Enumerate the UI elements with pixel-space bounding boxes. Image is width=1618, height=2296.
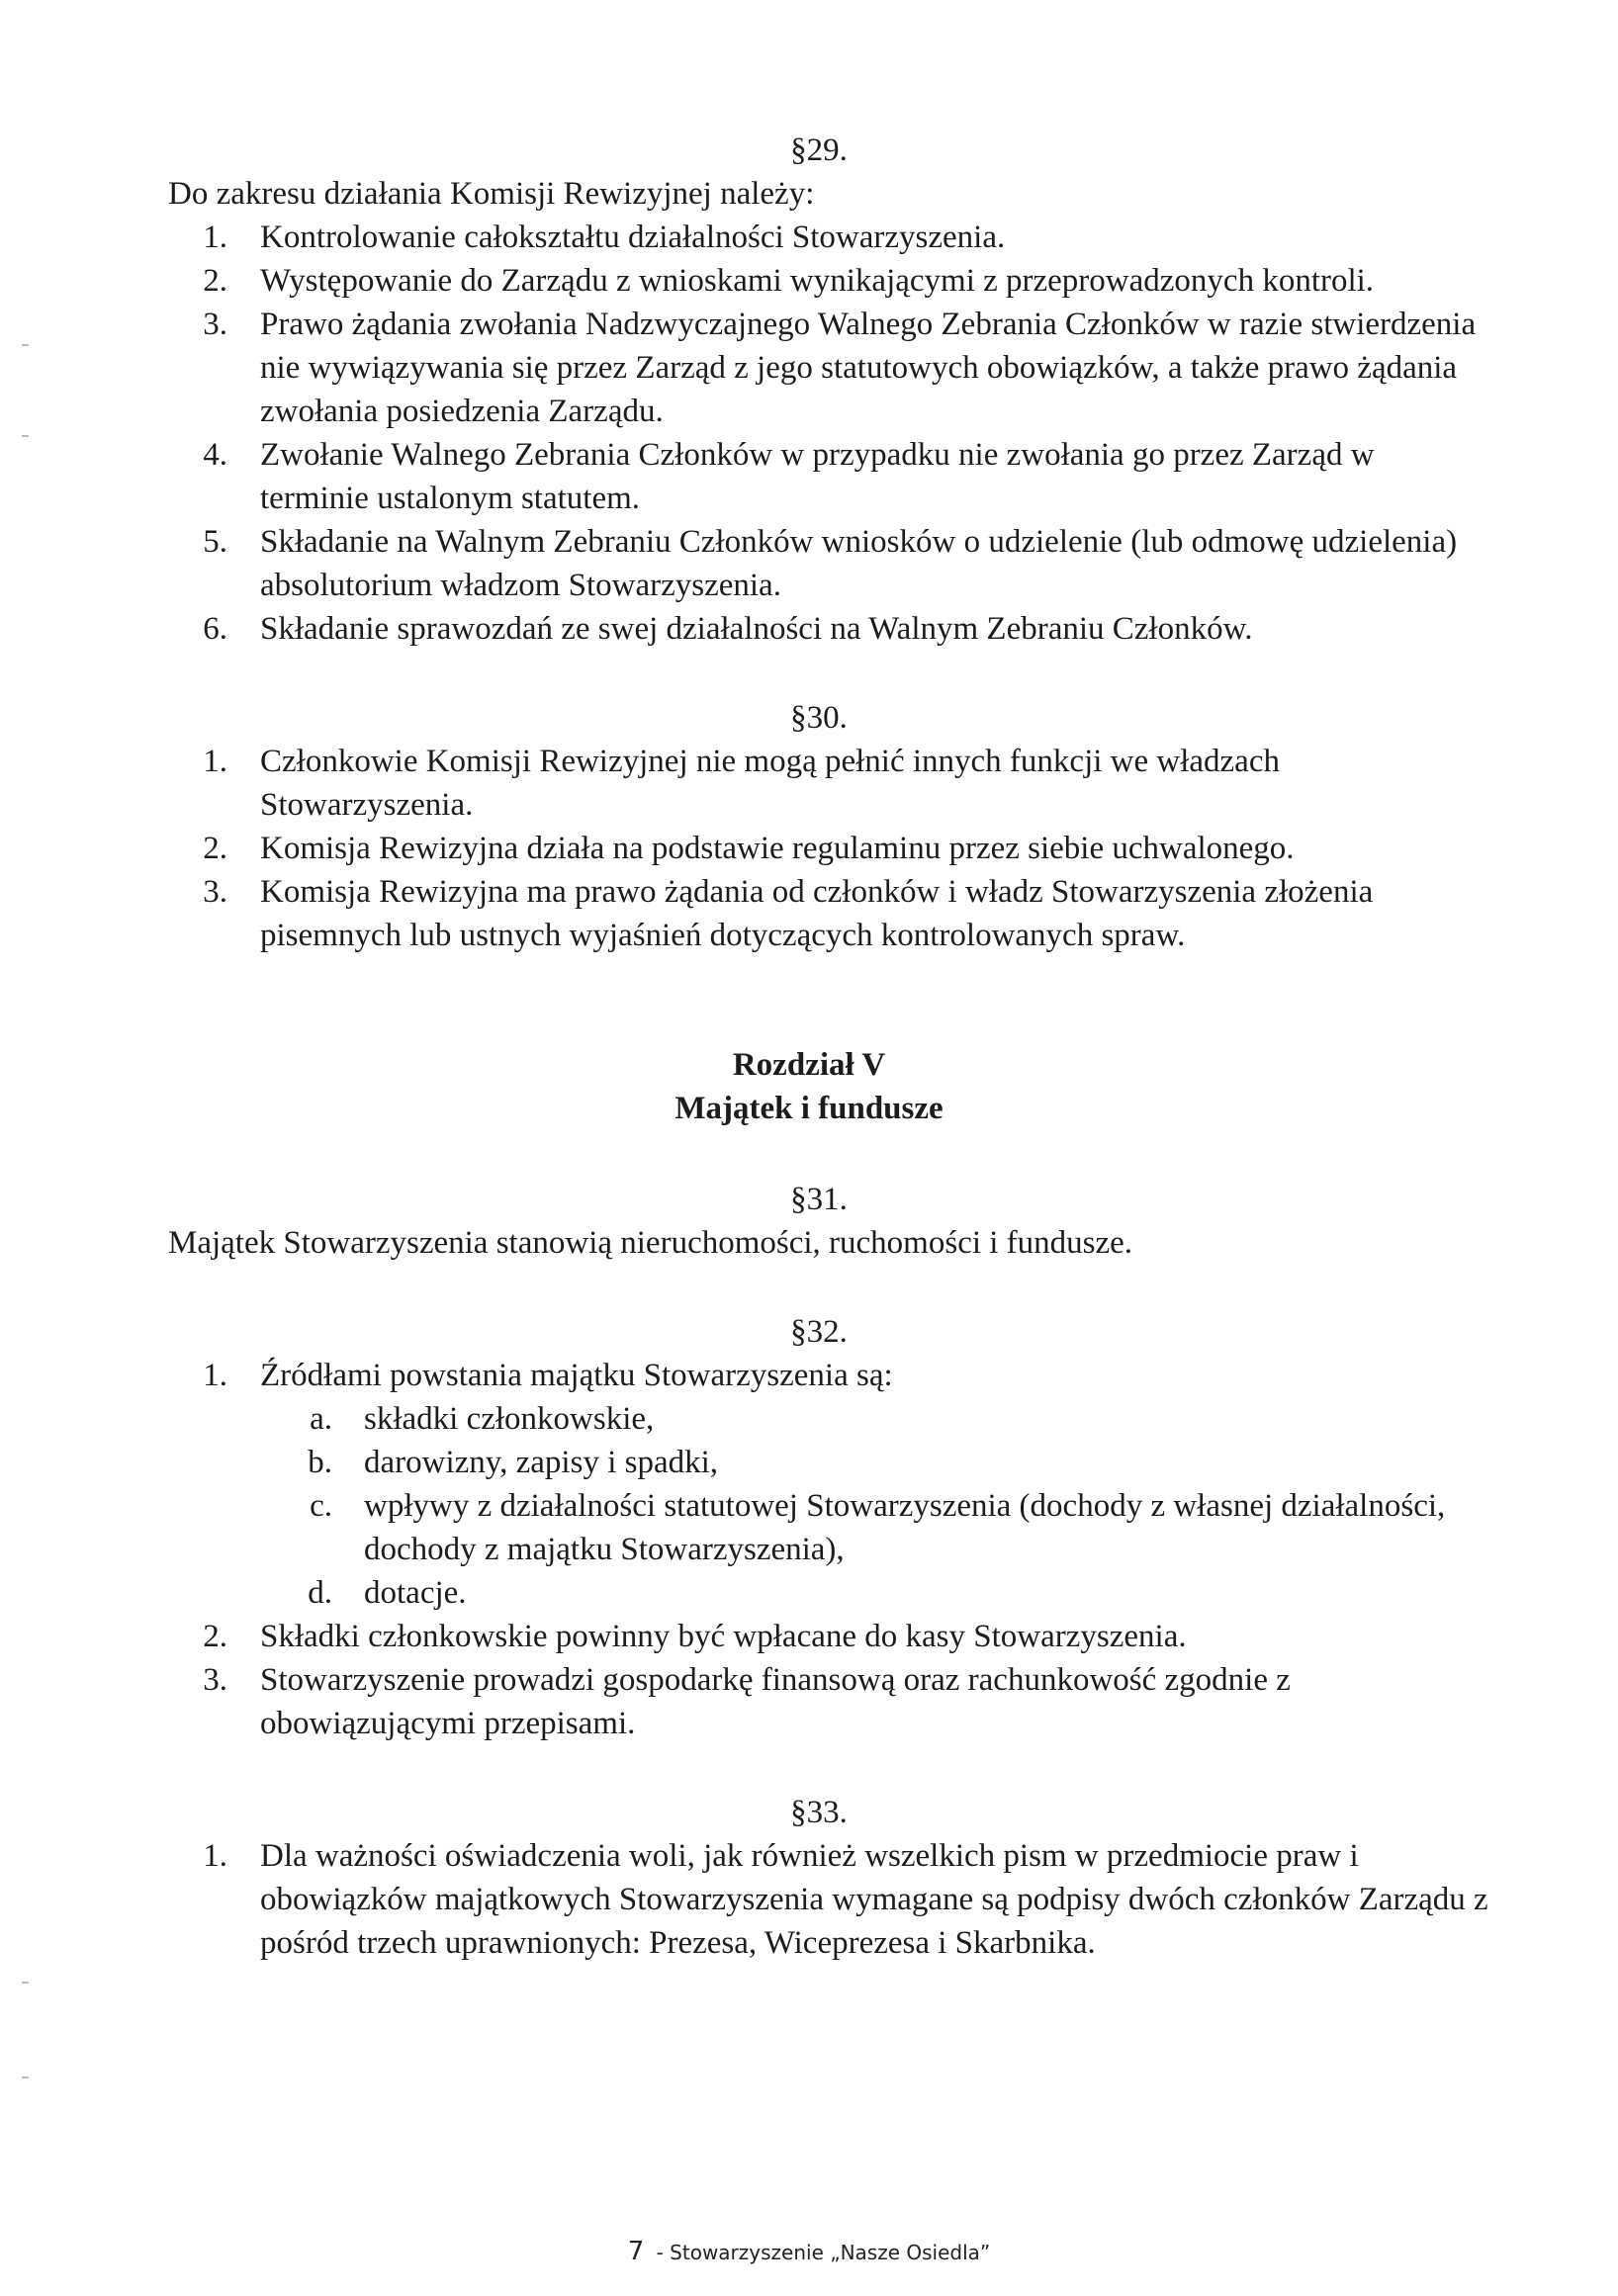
list-item-text: obowiązków majątkowych Stowarzyszenia wymagane są podpisy dwóch członków Zarządu z <box>260 1882 1488 1917</box>
list-item-text: Składanie na Walnym Zebraniu Członków wniosków o udzielenie (lub odmowę udzielenia) <box>260 524 1458 560</box>
list-number: 3. <box>203 1662 227 1698</box>
section-31-text: Majątek Stowarzyszenia stanowią nieruchomości, ruchomości i fundusze. <box>168 1225 1133 1261</box>
scan-speck <box>22 344 29 346</box>
sublist-item-text: wpływy z działalności statutowej Stowarzyszenia (dochody z własnej działalności, <box>364 1488 1446 1524</box>
list-item-text: Kontrolowanie całokształtu działalności Stowarzyszenia. <box>260 220 1006 255</box>
scan-speck <box>22 1982 29 1984</box>
list-item-text: Komisja Rewizyjna ma prawo żądania od członków i władz Stowarzyszenia złożenia <box>260 874 1374 910</box>
sublist-item-text: dochody z majątku Stowarzyszenia), <box>364 1532 845 1567</box>
list-number: 1. <box>203 220 227 255</box>
scan-speck <box>22 435 29 437</box>
list-item-text: Źródłami powstania majątku Stowarzyszenia są: <box>260 1358 893 1393</box>
list-item-text: Prawo żądania zwołania Nadzwyczajnego Walnego Zebrania Członków w razie stwierdzenia <box>260 307 1477 342</box>
list-number: 6. <box>203 611 227 647</box>
section-31-heading: §31. <box>790 1182 848 1217</box>
list-item-text: terminie ustalonym statutem. <box>260 481 641 516</box>
footer-organization: Stowarzyszenie „Nasze Osiedla” <box>670 2241 991 2264</box>
list-item-text: pośród trzech uprawnionych: Prezesa, Wiceprezesa i Skarbnika. <box>260 1925 1096 1961</box>
list-number: 1. <box>203 1838 227 1874</box>
list-number: 1. <box>203 1358 227 1393</box>
page-number: 7 <box>627 2237 645 2266</box>
list-item-text: zwołania posiedzenia Zarządu. <box>260 394 664 429</box>
list-item-text: Występowanie do Zarządu z wnioskami wynikającymi z przeprowadzonych kontroli. <box>260 263 1375 299</box>
section-32-heading: §32. <box>790 1314 848 1350</box>
sublist-item-text: dotacje. <box>364 1575 467 1611</box>
page-footer <box>0 2237 1618 2267</box>
sublist-letter: d. <box>308 1575 332 1611</box>
list-item-text: Składanie sprawozdań ze swej działalności na Walnym Zebraniu Członków. <box>260 611 1253 647</box>
sublist-letter: c. <box>310 1488 332 1524</box>
list-item-text: Członkowie Komisji Rewizyjnej nie mogą pełnić innych funkcji we władzach <box>260 744 1280 779</box>
list-number: 5. <box>203 524 227 560</box>
list-number: 4. <box>203 437 227 473</box>
list-number: 2. <box>203 263 227 299</box>
list-item-text: absolutorium władzom Stowarzyszenia. <box>260 568 781 603</box>
list-item-text: Składki członkowskie powinny być wpłacane do kasy Stowarzyszenia. <box>260 1619 1187 1654</box>
sublist-item-text: składki członkowskie, <box>364 1401 655 1437</box>
list-item-text: Dla ważności oświadczenia woli, jak również wszelkich pism w przedmiocie praw i <box>260 1838 1359 1874</box>
list-number: 3. <box>203 307 227 342</box>
list-number: 2. <box>203 1619 227 1654</box>
list-number: 2. <box>203 831 227 866</box>
section-30-heading: §30. <box>790 700 848 736</box>
sublist-item-text: darowizny, zapisy i spadki, <box>364 1445 719 1480</box>
sublist-letter: b. <box>308 1445 332 1480</box>
list-item-text: Stowarzyszenie prowadzi gospodarkę finansową oraz rachunkowość zgodnie z <box>260 1662 1291 1698</box>
list-number: 3. <box>203 874 227 910</box>
list-item-text: nie wywiązywania się przez Zarząd z jego statutowych obowiązków, a także prawo żądania <box>260 350 1458 386</box>
sublist-letter: a. <box>310 1401 332 1437</box>
section-29-heading: §29. <box>790 132 848 168</box>
scan-speck <box>22 2076 29 2078</box>
chapter-title: Majątek i fundusze <box>674 1091 944 1126</box>
section-33-heading: §33. <box>790 1795 848 1830</box>
list-item-text: Zwołanie Walnego Zebrania Członków w przypadku nie zwołania go przez Zarząd w <box>260 437 1375 473</box>
chapter-number: Rozdział V <box>732 1047 886 1083</box>
list-number: 1. <box>203 744 227 779</box>
section-29-intro: Do zakresu działania Komisji Rewizyjnej należy: <box>168 176 815 212</box>
list-item-text: pisemnych lub ustnych wyjaśnień dotyczących kontrolowanych spraw. <box>260 918 1186 953</box>
list-item-text: Komisja Rewizyjna działa na podstawie regulaminu przez siebie uchwalonego. <box>260 831 1295 866</box>
footer-separator: - <box>656 2241 664 2264</box>
list-item-text: obowiązującymi przepisami. <box>260 1706 636 1741</box>
list-item-text: Stowarzyszenia. <box>260 787 474 823</box>
